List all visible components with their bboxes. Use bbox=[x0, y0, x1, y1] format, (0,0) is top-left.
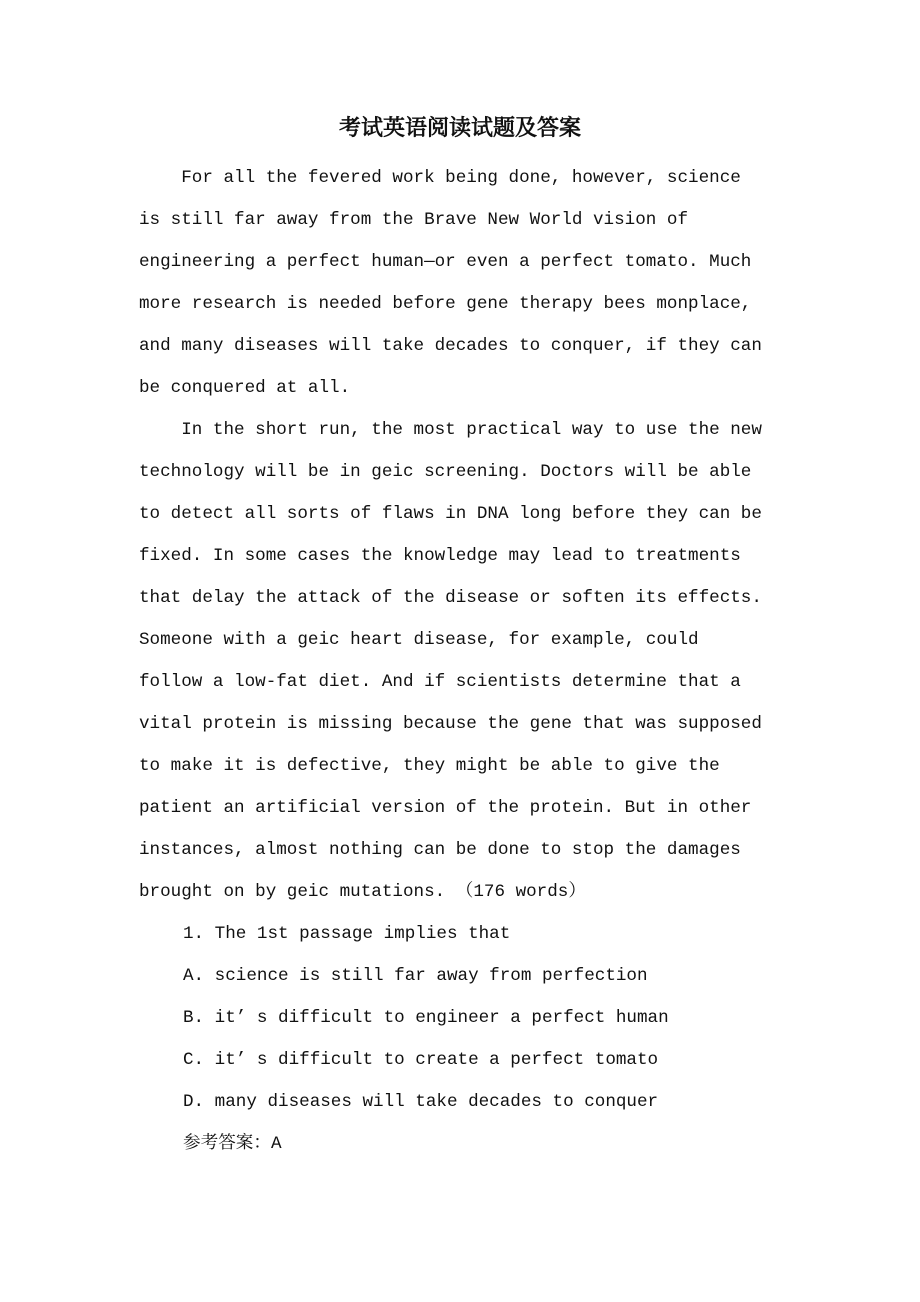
text-line: fixed. In some cases the knowledge may lead to treatments bbox=[139, 546, 741, 566]
question-1 bbox=[183, 913, 920, 1165]
option-d: D. many diseases will take decades to conquer bbox=[183, 1092, 659, 1112]
text-line: and many diseases will take decades to conquer, if they can bbox=[139, 336, 762, 356]
paragraph-2-last-line: brought on by geic mutations. （176 words） bbox=[139, 882, 586, 902]
text-line: be conquered at all. bbox=[139, 378, 351, 398]
text-line: For all the fevered work being done, however, science bbox=[139, 168, 741, 188]
option-b: B. it’ s difficult to engineer a perfect human bbox=[183, 1008, 669, 1028]
option-a: A. science is still far away from perfection bbox=[183, 966, 648, 986]
text-line: instances, almost nothing can be done to stop the damages bbox=[139, 840, 741, 860]
text-line: patient an artificial version of the protein. But in other bbox=[139, 798, 752, 818]
text-line: In the short run, the most practical way to use the new bbox=[139, 420, 762, 440]
text-line: engineering a perfect human—or even a perfect tomato. Much bbox=[139, 252, 752, 272]
paragraph-2 bbox=[139, 409, 920, 913]
text-line: to make it is defective, they might be able to give the bbox=[139, 756, 720, 776]
question-stem: 1. The 1st passage implies that bbox=[183, 924, 511, 944]
option-c: C. it’ s difficult to create a perfect tomato bbox=[183, 1050, 659, 1070]
text-line: vital protein is missing because the gene that was supposed bbox=[139, 714, 762, 734]
text-line: Someone with a geic heart disease, for example, could bbox=[139, 630, 699, 650]
text-line: technology will be in geic screening. Doctors will be able bbox=[139, 462, 752, 482]
text-line: is still far away from the Brave New World vision of bbox=[139, 210, 689, 230]
text-line: that delay the attack of the disease or soften its effects. bbox=[139, 588, 762, 608]
paragraph-1 bbox=[139, 157, 920, 409]
reference-answer: 参考答案：A bbox=[183, 1134, 282, 1154]
text-line: to detect all sorts of flaws in DNA long before they can be bbox=[139, 504, 762, 524]
text-line: more research is needed before gene therapy bees monplace, bbox=[139, 294, 752, 314]
document-title: 考试英语阅读试题及答案 bbox=[338, 115, 581, 141]
text-line: follow a low-fat diet. And if scientists determine that a bbox=[139, 672, 741, 692]
